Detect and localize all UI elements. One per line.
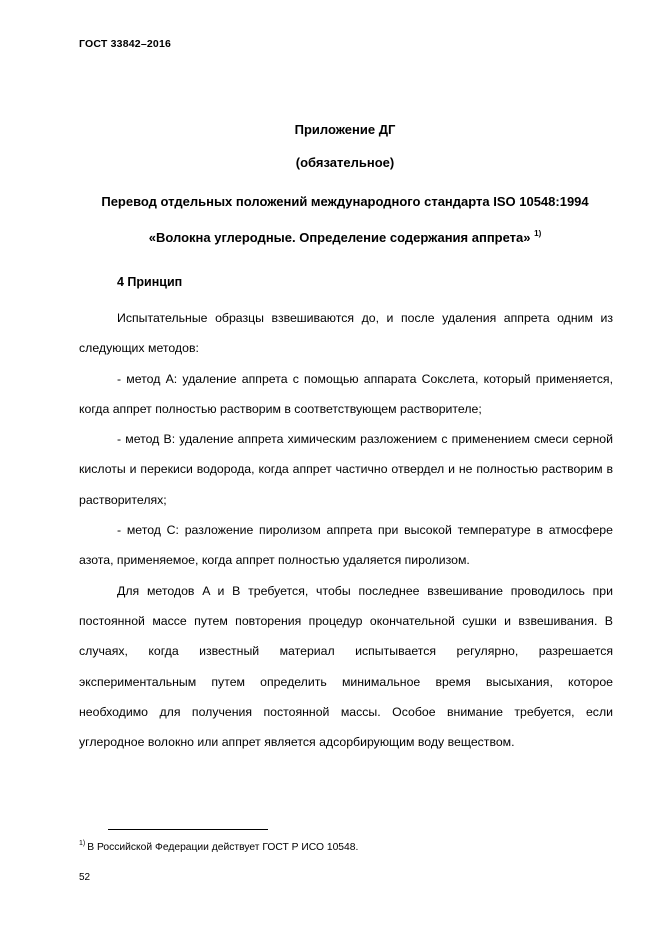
paragraph-method-a: - метод A: удаление аппрета с помощью аппарата Сокслета, который применяется, когда аппрет полностью растворим в соответствующем растворителе; <box>79 371 613 416</box>
paragraph-intro: Испытательные образцы взвешиваются до, и после удаления аппрета одним из следующих методов: <box>79 311 613 356</box>
paragraph-method-b: - метод B: удаление аппрета химическим разложением с применением смеси серной кислоты и перекиси водорода, когда аппрет частично отвердел и не полностью растворим в растворителях; <box>79 432 613 507</box>
paragraph-method-c: - метод C: разложение пиролизом аппрета при высокой температуре в атмосфере азота, применяемое, когда аппрет полностью удаляется пиролизом. <box>79 523 613 568</box>
annex-subheading: «Волокна углеродные. Определение содержания аппрета» <box>148 230 531 245</box>
standard-code-header: ГОСТ 33842–2016 <box>79 38 172 50</box>
footnote-mark: 1) <box>79 840 86 847</box>
footnote-separator <box>108 829 268 830</box>
paragraph-weighing: Для методов A и B требуется, чтобы последнее взвешивание проводилось при постоянной массе путем повторения процедур окончательной сушки и взвешивания. В случаях, когда известный материал испытывается регулярно, разрешается экспериментальным путем определить минимальное время высыхания, которое необходимо для получения постоянной массы. Особое внимание требуется, если углеродное волокно или аппрет является адсорбирующим воду веществом. <box>79 583 613 750</box>
footnote-text: В Российской Федерации действует ГОСТ Р ИСО 10548. <box>87 842 359 853</box>
subheading-footnote-mark: 1) <box>534 229 542 238</box>
annex-title: Приложение ДГ <box>294 122 396 137</box>
annex-subheading-line <box>79 229 611 245</box>
annex-status: (обязательное) <box>295 155 395 170</box>
annex-heading: Перевод отдельных положений международного стандарта ISO 10548:1994 <box>101 194 589 209</box>
page-number: 52 <box>79 872 91 883</box>
footnote <box>79 840 358 853</box>
section-heading: 4 Принцип <box>117 275 183 289</box>
section-body <box>79 303 613 757</box>
